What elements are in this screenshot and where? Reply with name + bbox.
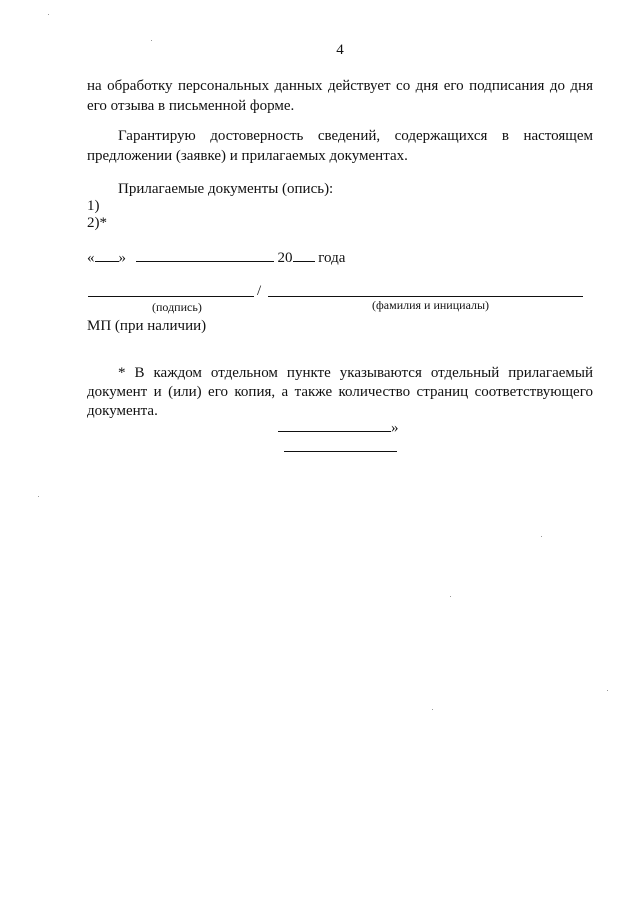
month-blank — [136, 249, 274, 262]
footnote: * В каждом отдельном пункте указываются отдельный прилагаемый документ и (или) его копия, а также количество страниц соответствующего документа. — [87, 365, 593, 419]
scan-speck — [151, 40, 152, 41]
attachment-item-2: 2)* — [87, 215, 107, 231]
scan-speck — [450, 596, 451, 597]
consent-paragraph: на обработку персональных данных действует со дня его подписания до дня его отзыва в письменной форме. — [87, 78, 593, 114]
closing-blank — [278, 419, 391, 432]
seal-note: МП (при наличии) — [87, 318, 207, 334]
name-caption: (фамилия и инициалы) — [372, 298, 490, 312]
signature-line — [88, 296, 254, 297]
name-line — [268, 296, 583, 297]
date-close-quote: » — [118, 250, 126, 266]
scan-speck — [38, 496, 39, 497]
scan-speck — [541, 536, 542, 537]
scan-speck — [48, 14, 49, 15]
attachments-heading: Прилагаемые документы (опись): — [118, 181, 334, 197]
scan-speck — [607, 690, 608, 691]
year-blank — [293, 249, 315, 262]
page-number: 4 — [336, 42, 344, 58]
signature-caption: (подпись) — [152, 300, 202, 314]
date-line — [87, 249, 345, 267]
closing-line — [278, 419, 399, 437]
closing-quote: » — [391, 420, 399, 436]
scan-speck — [432, 709, 433, 710]
closing-rule — [284, 451, 397, 452]
guarantee-paragraph: Гарантирую достоверность сведений, содержащихся в настоящем предложении (заявке) и прилагаемых документах. — [87, 128, 593, 164]
signature-slash: / — [257, 283, 262, 299]
date-open-quote: « — [87, 250, 95, 266]
day-blank — [95, 249, 119, 262]
attachment-item-1: 1) — [87, 198, 100, 214]
year-prefix: 20 — [277, 250, 293, 266]
year-suffix: года — [318, 250, 346, 266]
